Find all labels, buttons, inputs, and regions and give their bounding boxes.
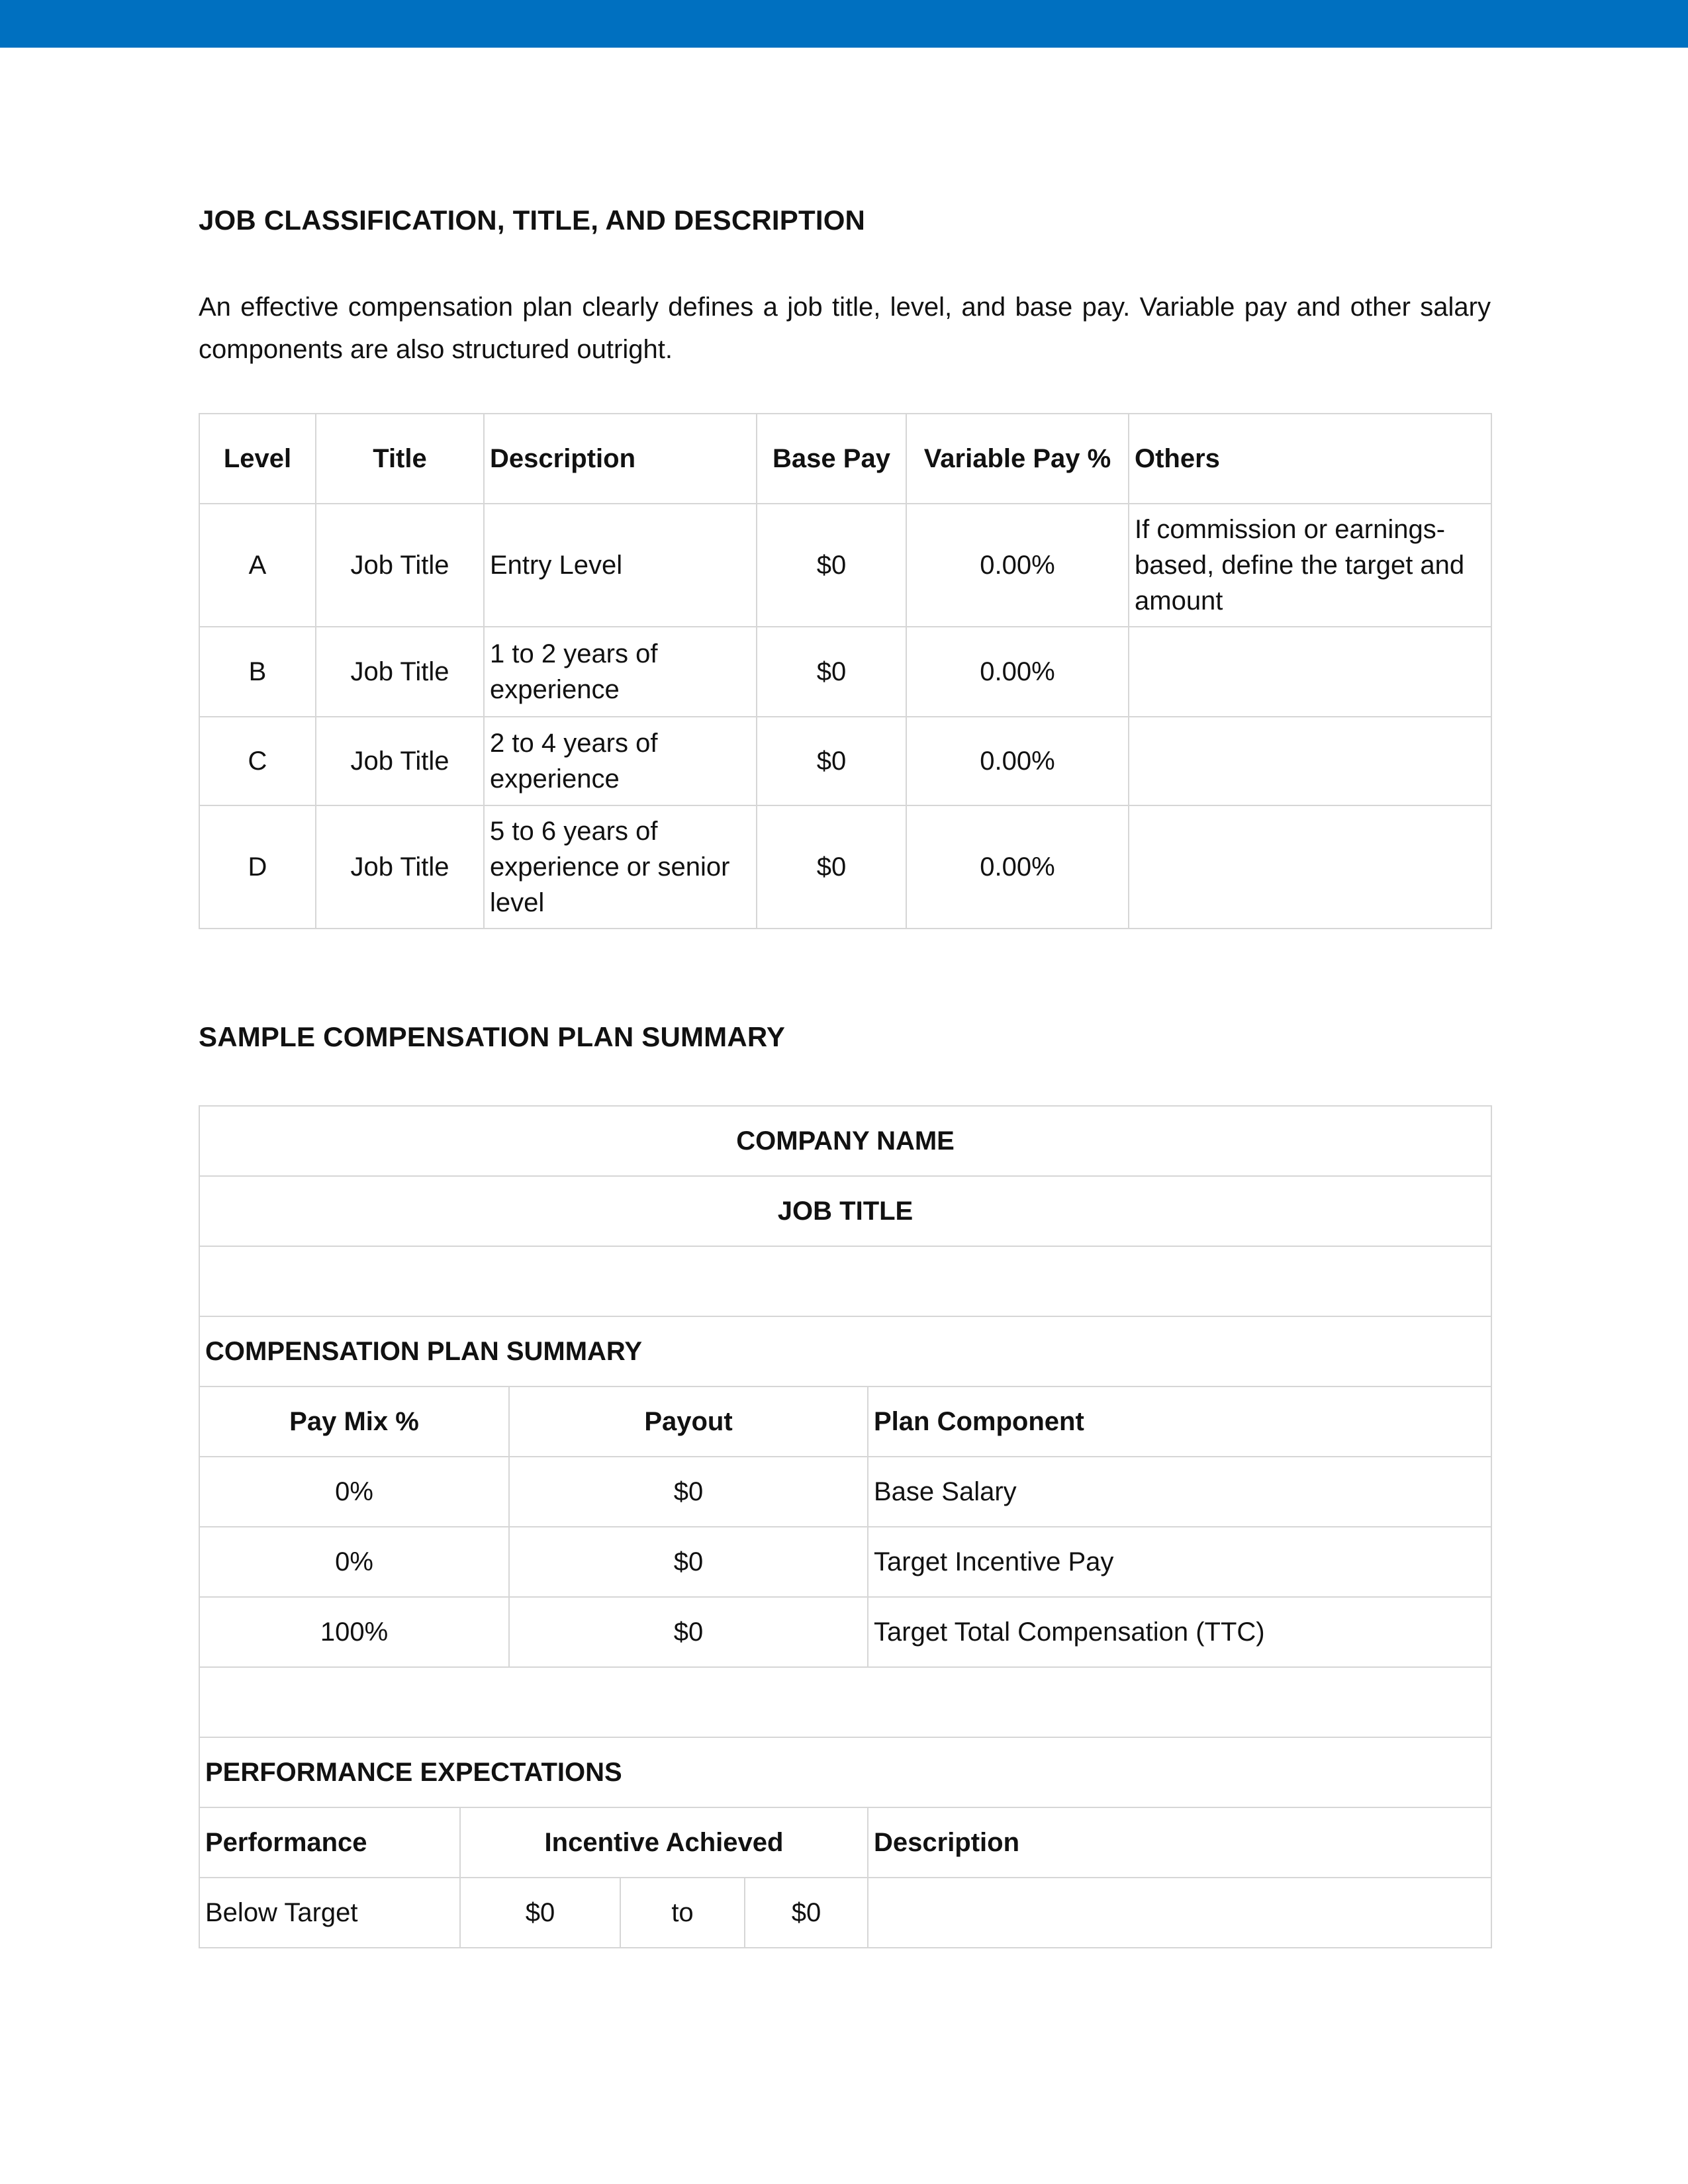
- plan-summary-label-row: [199, 1316, 1491, 1387]
- table-row: [199, 1878, 1491, 1948]
- pay-mix-cell: 0%: [199, 1527, 509, 1597]
- table-row: [199, 504, 1491, 627]
- description-cell: 1 to 2 years of experience: [484, 627, 757, 717]
- description-cell: 5 to 6 years of experience or senior level: [484, 805, 757, 929]
- column-header-base-pay: Base Pay: [757, 414, 906, 504]
- title-cell: Job Title: [316, 627, 484, 717]
- performance-header-row: [199, 1807, 1491, 1878]
- others-cell: [1129, 717, 1491, 805]
- table-row: [199, 717, 1491, 805]
- others-cell: [1129, 627, 1491, 717]
- description-cell: Entry Level: [484, 504, 757, 627]
- column-header-others: Others: [1129, 414, 1491, 504]
- level-cell: A: [199, 504, 316, 627]
- table-row: [199, 627, 1491, 717]
- level-cell: D: [199, 805, 316, 929]
- blank-row: [199, 1246, 1491, 1316]
- job-title: JOB TITLE: [199, 1176, 1491, 1246]
- level-cell: B: [199, 627, 316, 717]
- pay-mix-cell: 0%: [199, 1457, 509, 1527]
- plan-summary-label: COMPENSATION PLAN SUMMARY: [199, 1316, 1491, 1387]
- plan-component-cell: Target Incentive Pay: [868, 1527, 1491, 1597]
- plan-header-row: [199, 1387, 1491, 1457]
- section-heading-compensation-summary: SAMPLE COMPENSATION PLAN SUMMARY: [199, 1021, 786, 1052]
- compensation-summary-table: [199, 1105, 1492, 1948]
- column-header-performance-description: Description: [868, 1807, 1491, 1878]
- variable-pay-cell: 0.00%: [906, 504, 1129, 627]
- others-cell: If commission or earnings-based, define the target and amount: [1129, 504, 1491, 627]
- title-cell: Job Title: [316, 717, 484, 805]
- blank-cell: [199, 1246, 1491, 1316]
- performance-description-cell: [868, 1878, 1491, 1948]
- job-classification-table: [199, 413, 1492, 929]
- incentive-from-cell: $0: [460, 1878, 620, 1948]
- blank-row: [199, 1667, 1491, 1737]
- performance-label-row: [199, 1737, 1491, 1807]
- variable-pay-cell: 0.00%: [906, 717, 1129, 805]
- title-cell: Job Title: [316, 805, 484, 929]
- column-header-incentive-achieved: Incentive Achieved: [460, 1807, 868, 1878]
- others-cell: [1129, 805, 1491, 929]
- pay-mix-cell: 100%: [199, 1597, 509, 1667]
- job-title-row: [199, 1176, 1491, 1246]
- plan-component-cell: Base Salary: [868, 1457, 1491, 1527]
- payout-cell: $0: [509, 1457, 868, 1527]
- column-header-variable-pay: Variable Pay %: [906, 414, 1129, 504]
- column-header-plan-component: Plan Component: [868, 1387, 1491, 1457]
- column-header-performance: Performance: [199, 1807, 460, 1878]
- payout-cell: $0: [509, 1597, 868, 1667]
- level-cell: C: [199, 717, 316, 805]
- base-pay-cell: $0: [757, 717, 906, 805]
- column-header-payout: Payout: [509, 1387, 868, 1457]
- intro-paragraph: An effective compensation plan clearly defines a job title, level, and base pay. Variable pay and other salary components are also structured outright.: [199, 293, 1491, 364]
- description-cell: 2 to 4 years of experience: [484, 717, 757, 805]
- plan-component-cell: Target Total Compensation (TTC): [868, 1597, 1491, 1667]
- performance-label: PERFORMANCE EXPECTATIONS: [199, 1737, 1491, 1807]
- table-row: [199, 1597, 1491, 1667]
- top-accent-bar: [0, 0, 1688, 48]
- table-row: [199, 805, 1491, 929]
- payout-cell: $0: [509, 1527, 868, 1597]
- performance-cell: Below Target: [199, 1878, 460, 1948]
- section-heading-job-classification: JOB CLASSIFICATION, TITLE, AND DESCRIPTION: [199, 205, 866, 236]
- variable-pay-cell: 0.00%: [906, 627, 1129, 717]
- base-pay-cell: $0: [757, 627, 906, 717]
- company-name: COMPANY NAME: [199, 1106, 1491, 1176]
- variable-pay-cell: 0.00%: [906, 805, 1129, 929]
- base-pay-cell: $0: [757, 504, 906, 627]
- column-header-title: Title: [316, 414, 484, 504]
- blank-cell: [199, 1667, 1491, 1737]
- base-pay-cell: $0: [757, 805, 906, 929]
- column-header-description: Description: [484, 414, 757, 504]
- column-header-level: Level: [199, 414, 316, 504]
- company-name-row: [199, 1106, 1491, 1176]
- incentive-to-word-cell: to: [620, 1878, 745, 1948]
- job-table-header-row: [199, 414, 1491, 504]
- table-row: [199, 1457, 1491, 1527]
- column-header-pay-mix: Pay Mix %: [199, 1387, 509, 1457]
- incentive-to-cell: $0: [745, 1878, 868, 1948]
- title-cell: Job Title: [316, 504, 484, 627]
- table-row: [199, 1527, 1491, 1597]
